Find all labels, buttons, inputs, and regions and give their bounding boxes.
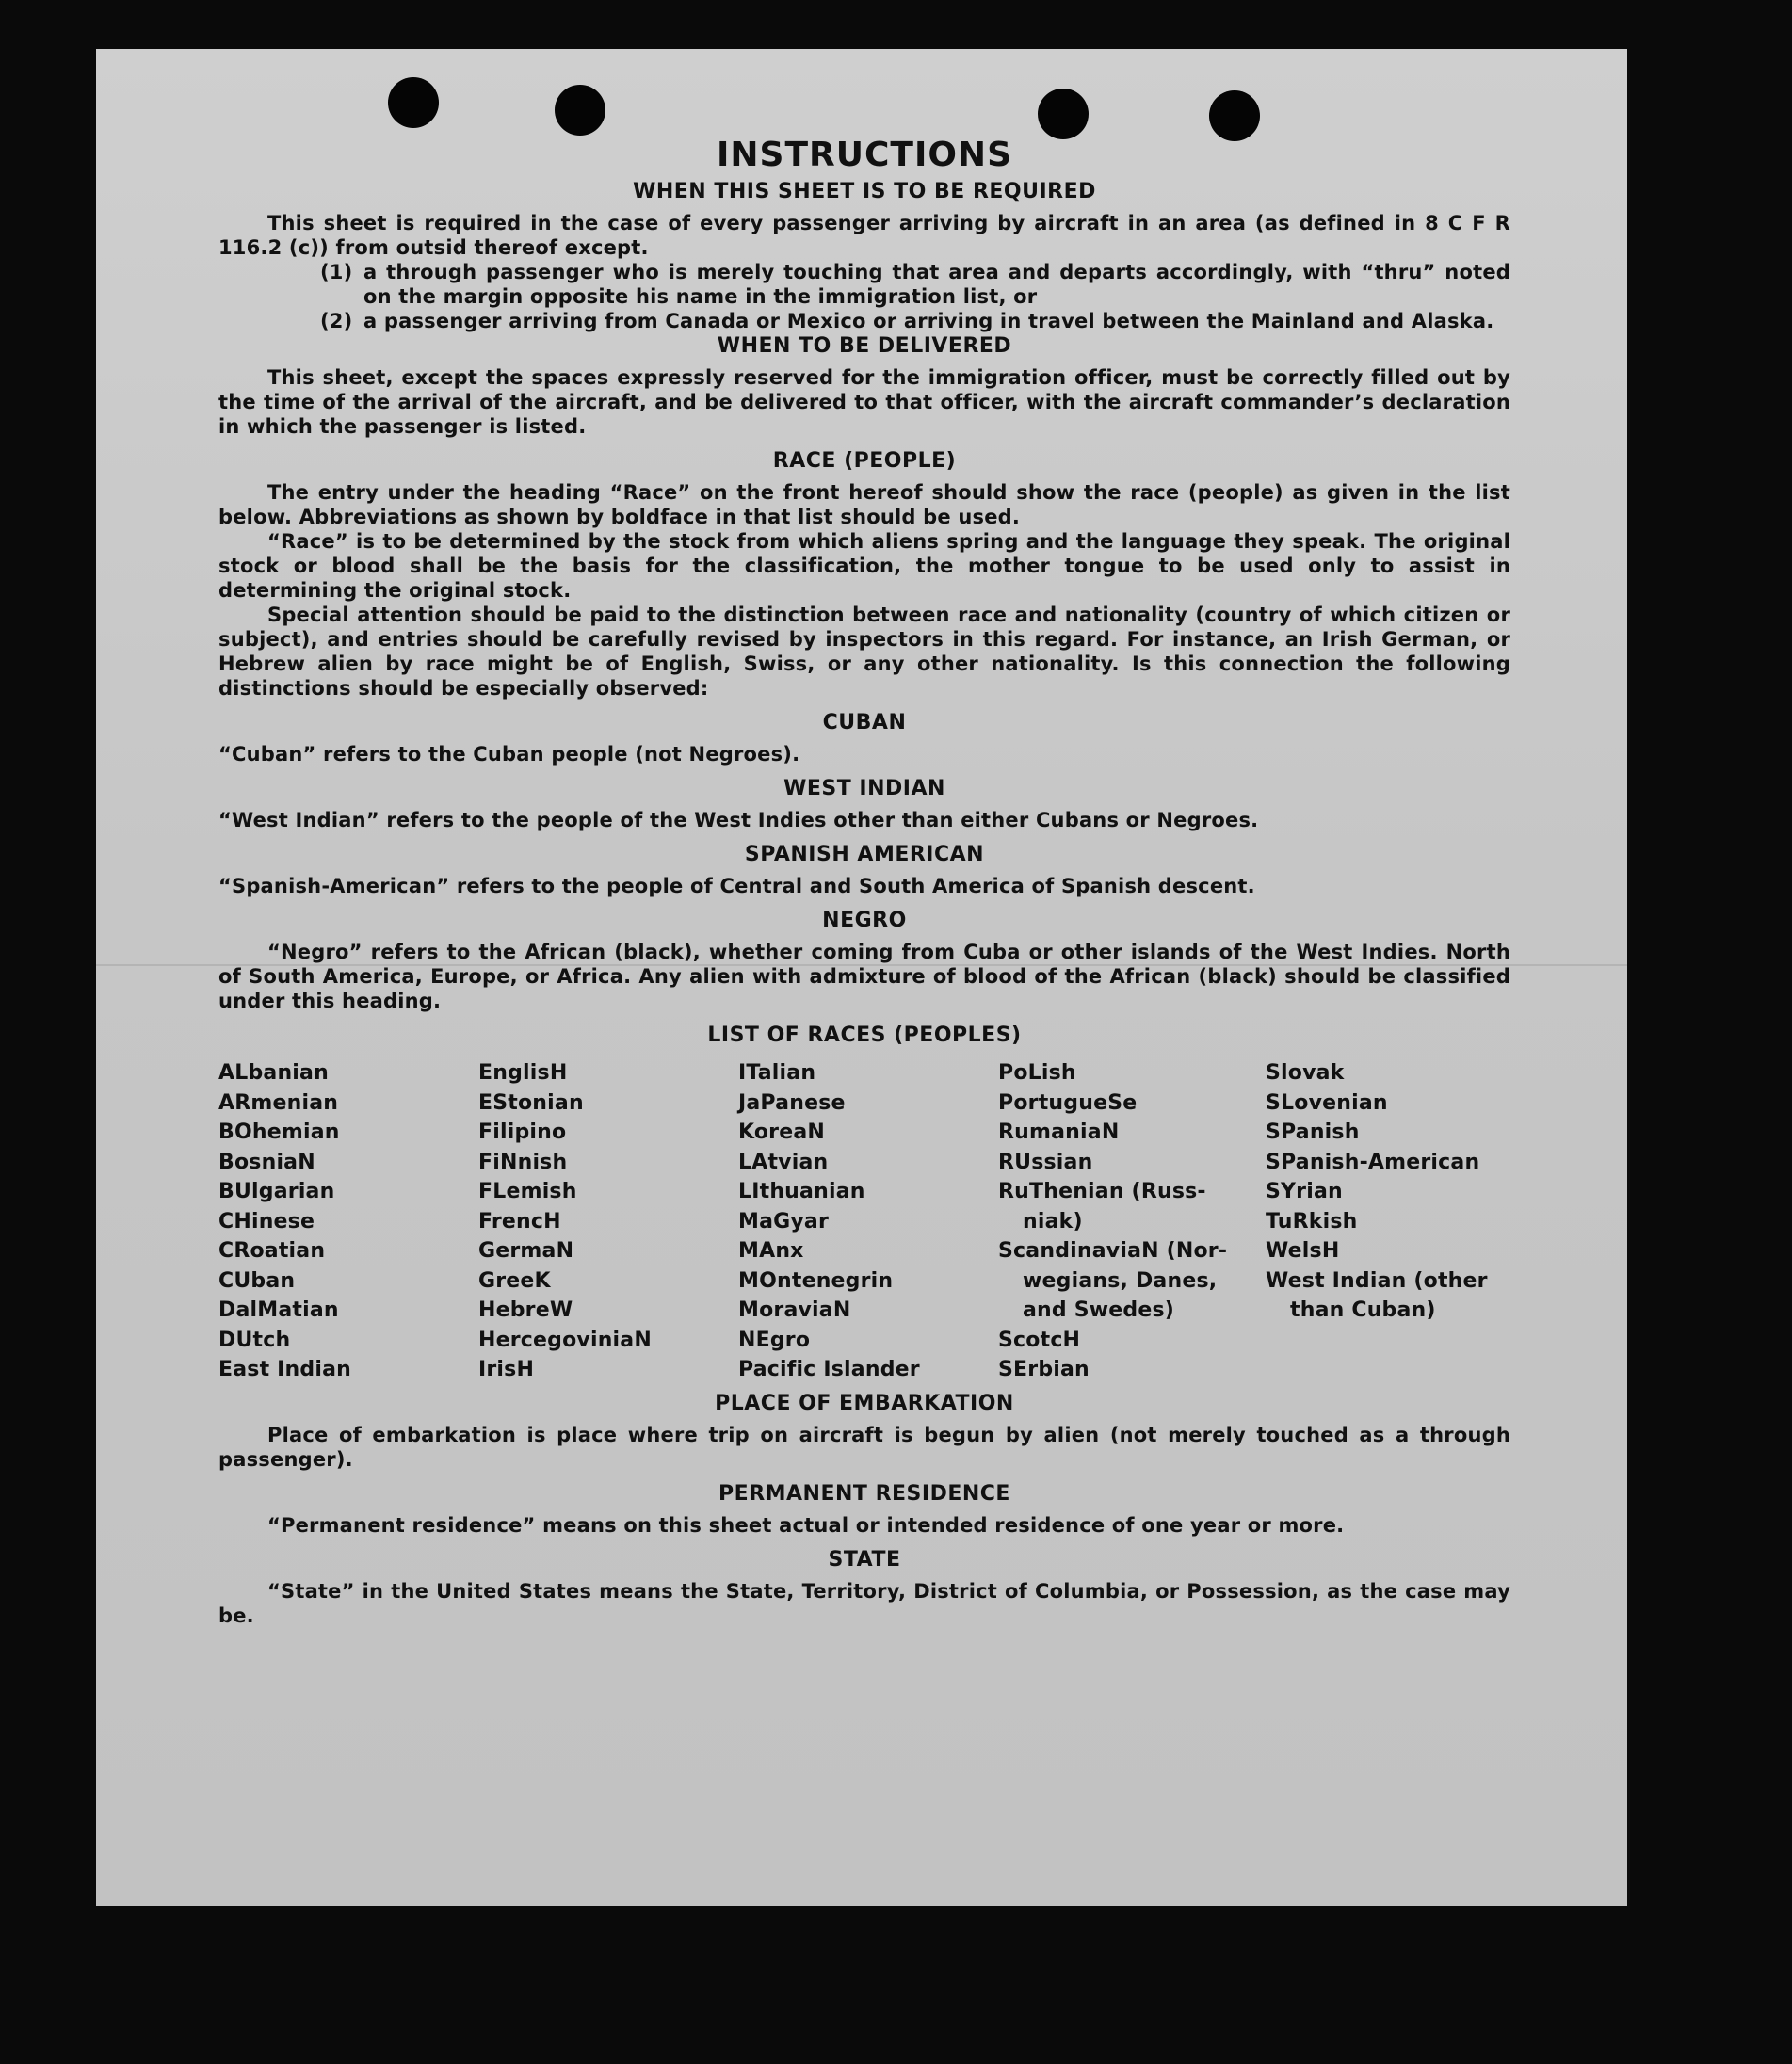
heading-negro: NEGRO <box>822 909 907 932</box>
heading-list-of-races: LIST OF RACES (PEOPLES) <box>707 1024 1022 1047</box>
race-paragraph: “Race” is to be determined by the stock from which aliens spring and the language they speak. The original stock or blood shall be the basis for the classification, the mother tongue to be used only to assist in determining the original stock. <box>218 530 1510 602</box>
race-entry: HercegoviniaN <box>478 1328 652 1352</box>
race-entry: BOhemian <box>218 1121 340 1144</box>
heading-west-indian: WEST INDIAN <box>783 777 945 800</box>
race-entry: RuThenian (Russ- <box>998 1180 1206 1203</box>
cuban-text: “Cuban” refers to the Cuban people (not Negroes). <box>218 743 800 766</box>
race-entry: MoraviaN <box>738 1298 851 1322</box>
race-entry: PortugueSe <box>998 1090 1138 1115</box>
race-entry: RUssian <box>998 1150 1093 1174</box>
race-entry: ITalian <box>738 1061 816 1085</box>
race-paragraph: The entry under the heading “Race” on the front hereof should show the race (people) as given in the list below. Abbreviations as shown by boldface in that list should be used. <box>218 481 1510 528</box>
race-entry: West Indian (other <box>1266 1268 1488 1293</box>
page-title: INSTRUCTIONS <box>717 136 1012 174</box>
race-entry: SYrian <box>1266 1180 1343 1203</box>
embarkation-text: Place of embarkation is place where trip on aircraft is begun by alien (not merely touched as a through passenger). <box>218 1423 1510 1471</box>
race-entry: EnglisH <box>478 1061 568 1085</box>
race-entry: RumaniaN <box>998 1121 1120 1144</box>
heading-when-delivered: WHEN TO BE DELIVERED <box>717 334 1012 358</box>
race-entry: LIthuanian <box>738 1180 865 1203</box>
race-entry: WelsH <box>1266 1239 1340 1263</box>
state-text: “State” in the United States means the State, Territory, District of Columbia, or Possession, as the case may be. <box>218 1579 1510 1627</box>
race-entry: than Cuban) <box>1290 1298 1436 1322</box>
race-entry: PoLish <box>998 1061 1076 1085</box>
delivered-text: This sheet, except the spaces expressly reserved for the immigration officer, must be correctly filled out by the time of the arrival of the aircraft, and be delivered to that officer, with the aircraft commander’s declaration in which the passenger is listed. <box>218 366 1510 438</box>
exception-text: a through passenger who is merely touching that area and departs accordingly, with “thru” noted on the margin opposite his name in the immigration list, or <box>363 261 1510 308</box>
race-entry: SErbian <box>998 1358 1090 1381</box>
negro-text: “Negro” refers to the African (black), whether coming from Cuba or other islands of the West Indies. North of South America, Europe, or Africa. Any alien with admixture of blood of the African (black) should be classified under this heading. <box>218 941 1510 1012</box>
race-entry: FrencH <box>478 1209 561 1234</box>
race-entry: Filipino <box>478 1121 567 1144</box>
race-entry: TuRkish <box>1266 1209 1358 1234</box>
exception-number: (2) <box>320 310 353 332</box>
race-entry: SLovenian <box>1266 1090 1388 1115</box>
race-entry: BUlgarian <box>218 1180 335 1203</box>
race-entry: NEgro <box>738 1328 811 1352</box>
exception-number: (1) <box>320 261 353 283</box>
race-entry: MaGyar <box>738 1209 830 1234</box>
race-entry: KoreaN <box>738 1121 826 1144</box>
race-entry: JaPanese <box>738 1090 846 1115</box>
heading-permanent-residence: PERMANENT RESIDENCE <box>718 1481 1010 1506</box>
races-column <box>738 1058 998 1385</box>
race-entry: ALbanian <box>218 1061 329 1085</box>
exception-item <box>218 309 1510 333</box>
race-entry: LAtvian <box>738 1150 829 1174</box>
race-entry: MOntenegrin <box>738 1268 894 1293</box>
race-entry: ScotcH <box>998 1328 1081 1352</box>
races-column <box>998 1058 1266 1385</box>
race-entry: wegians, Danes, <box>1023 1268 1218 1293</box>
race-entry: East Indian <box>218 1358 351 1381</box>
heading-cuban: CUBAN <box>822 711 907 734</box>
heading-embarkation: PLACE OF EMBARKATION <box>715 1391 1014 1415</box>
race-entry: ARmenian <box>218 1090 339 1115</box>
race-entry: Pacific Islander <box>738 1358 920 1381</box>
race-entry: SPanish-American <box>1266 1150 1480 1174</box>
heading-state: STATE <box>828 1547 901 1572</box>
race-entry: CUban <box>218 1268 296 1293</box>
instructions-text <box>218 134 1510 1628</box>
race-paragraph: Special attention should be paid to the distinction between race and nationality (country of which citizen or subject), and entries should be carefully revised by inspectors in this regard. For instance, an Irish German, or Hebrew alien by race might be of English, Swiss, or any other nationality. Is this connection the following distinctions should be especially observed: <box>218 604 1510 700</box>
race-entry: niak) <box>1023 1209 1083 1234</box>
residence-text: “Permanent residence” means on this sheet actual or intended residence of one year or more. <box>267 1513 1345 1537</box>
race-entry: GermaN <box>478 1239 574 1263</box>
race-entry: MAnx <box>738 1239 804 1263</box>
races-column <box>218 1058 478 1385</box>
race-entry: and Swedes) <box>1023 1298 1175 1322</box>
race-entry: DalMatian <box>218 1298 339 1322</box>
race-entry: GreeK <box>478 1268 551 1293</box>
race-entry: BosniaN <box>218 1150 315 1174</box>
punch-hole <box>388 77 439 128</box>
required-intro: This sheet is required in the case of every passenger arriving by aircraft in an area (as defined in 8 C F R 116.2 (c)) from outsid thereof except. <box>218 212 1510 259</box>
race-entry: CRoatian <box>218 1239 326 1263</box>
race-entry: SPanish <box>1266 1121 1360 1144</box>
race-entry: EStonian <box>478 1090 584 1115</box>
races-list <box>218 1058 1510 1385</box>
punch-hole <box>555 85 605 136</box>
race-entry: IrisH <box>478 1358 535 1381</box>
heading-spanish-american: SPANISH AMERICAN <box>744 843 985 866</box>
spanish-american-text: “Spanish-American” refers to the people of Central and South America of Spanish descent. <box>218 875 1255 897</box>
race-entry: CHinese <box>218 1209 315 1234</box>
races-column <box>1266 1058 1510 1385</box>
race-entry: ScandinaviaN (Nor- <box>998 1239 1228 1263</box>
punch-hole <box>1038 89 1089 139</box>
exception-item <box>218 260 1510 309</box>
race-entry: Slovak <box>1266 1061 1345 1085</box>
heading-race: RACE (PEOPLE) <box>772 449 957 473</box>
heading-when-required: WHEN THIS SHEET IS TO BE REQUIRED <box>633 180 1096 203</box>
race-entry: FiNnish <box>478 1150 568 1174</box>
west-indian-text: “West Indian” refers to the people of the West Indies other than either Cubans or Negroes. <box>218 809 1259 831</box>
exception-text: a passenger arriving from Canada or Mexico or arriving in travel between the Mainland and Alaska. <box>363 310 1494 332</box>
races-column <box>478 1058 738 1385</box>
race-entry: HebreW <box>478 1298 573 1322</box>
race-entry: FLemish <box>478 1180 577 1203</box>
race-entry: DUtch <box>218 1328 291 1352</box>
